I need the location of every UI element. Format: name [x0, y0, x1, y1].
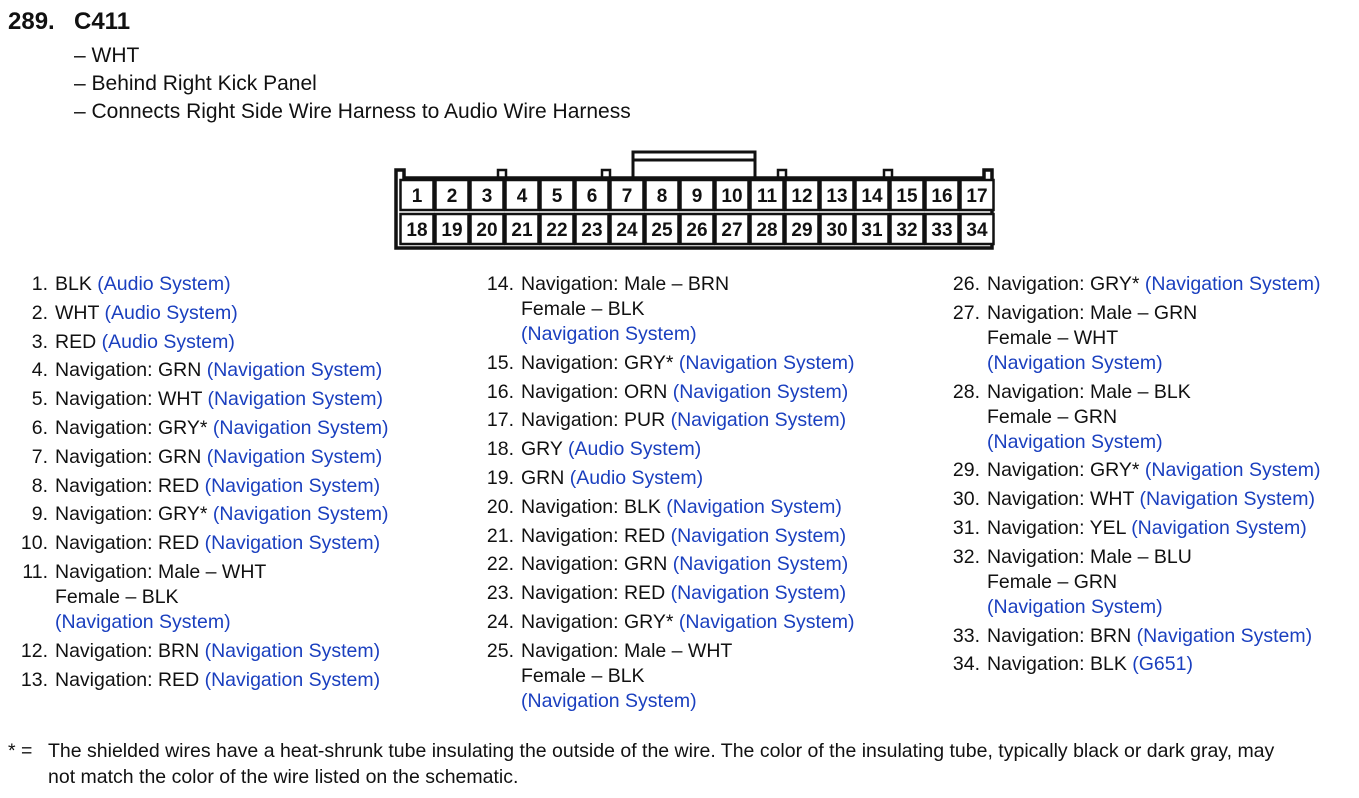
system-reference-link[interactable]: (Navigation System) [678, 610, 855, 633]
pin-label-4: 4 [516, 186, 528, 207]
system-reference-link[interactable]: (Audio System) [101, 330, 235, 353]
pin-entry [8, 416, 388, 441]
pin-number: 29. [952, 459, 980, 482]
pin-entry [474, 610, 854, 635]
connector-diagram [394, 148, 996, 252]
pin-description [987, 516, 1307, 541]
pin-description [55, 272, 231, 297]
pin-number: 24. [486, 610, 514, 633]
connector-location: – Behind Right Kick Panel [74, 72, 317, 95]
pin-number: 28. [952, 380, 980, 403]
system-reference-link[interactable]: (Navigation System) [1144, 273, 1321, 295]
pin-description [987, 624, 1312, 649]
pin-number: 17. [486, 409, 514, 432]
wire-color-text: Navigation: GRY* [987, 273, 1140, 295]
pin-label-26: 26 [686, 220, 708, 241]
system-reference-link[interactable]: (Navigation System) [204, 668, 381, 691]
connector-id: C411 [74, 8, 131, 35]
pin-number: 12. [20, 639, 48, 662]
wire-color-text: Navigation: RED [521, 524, 666, 547]
system-reference-link[interactable]: (Navigation System) [1131, 516, 1307, 539]
pin-number: 11. [22, 560, 48, 583]
pin-entry [474, 466, 854, 491]
pin-number: 16. [486, 380, 514, 403]
pin-label-19: 19 [441, 220, 463, 241]
pin-label-15: 15 [896, 186, 918, 207]
pin-label-12: 12 [791, 186, 813, 207]
system-reference-link[interactable]: (Navigation System) [1136, 624, 1313, 647]
pin-description [987, 545, 1192, 620]
system-reference-link[interactable]: (Navigation System) [1139, 488, 1316, 511]
pin-label-33: 33 [931, 220, 953, 241]
pin-label-20: 20 [476, 220, 498, 241]
pin-description [521, 610, 854, 635]
pin-number: 5. [31, 388, 48, 411]
pin-number: 25. [486, 639, 514, 662]
pin-number: 31. [952, 516, 980, 539]
pin-label-28: 28 [756, 220, 778, 241]
pin-label-22: 22 [546, 220, 568, 241]
pin-description [521, 495, 842, 520]
pin-label-21: 21 [511, 220, 533, 241]
pin-label-9: 9 [691, 186, 703, 207]
pin-grid [401, 180, 994, 244]
pin-entry [940, 301, 1320, 376]
pin-entry [8, 502, 388, 527]
pin-description [521, 639, 732, 714]
pin-entry [474, 495, 854, 520]
wire-color-text: Female – BLK [521, 664, 645, 687]
wire-color-text: Navigation: RED [55, 474, 200, 497]
pin-entry [474, 581, 854, 606]
pin-entry [8, 560, 388, 635]
pin-label-18: 18 [406, 220, 428, 241]
pin-number: 14. [486, 273, 514, 295]
footnote-line-1: The shielded wires have a heat-shrunk tube insulating the outside of the wire. The color of the insulating tube, typically black or dark gray, may [48, 740, 1275, 762]
pin-description [987, 652, 1193, 677]
pin-description [521, 437, 701, 462]
system-reference-link[interactable]: (Navigation System) [670, 524, 847, 547]
wire-color-text: GRY [521, 438, 563, 461]
pin-number: 19. [486, 466, 514, 489]
pin-description [55, 416, 388, 441]
pin-description [55, 387, 383, 412]
pin-description [987, 272, 1320, 297]
pin-label-29: 29 [791, 220, 813, 241]
connector-color: – WHT [74, 44, 140, 67]
pin-number: 20. [486, 495, 514, 518]
pin-label-31: 31 [861, 220, 883, 241]
system-reference-link[interactable]: (Navigation System) [206, 445, 383, 468]
pin-number: 34. [952, 653, 980, 676]
system-reference-link[interactable]: (Navigation System) [207, 388, 384, 411]
system-reference-link[interactable]: (Navigation System) [987, 595, 1163, 618]
pin-entry [8, 387, 388, 412]
pin-entry [474, 639, 854, 714]
pin-label-34: 34 [966, 220, 988, 241]
wire-color-text: Navigation: PUR [521, 409, 666, 432]
pin-number: 26. [952, 273, 980, 295]
pin-list-column-1 [8, 272, 388, 696]
pin-label-2: 2 [446, 186, 458, 207]
wire-color-text: Navigation: Male – BLK [987, 380, 1191, 403]
pin-description [521, 380, 848, 405]
system-reference-link[interactable]: (Navigation System) [55, 610, 231, 633]
pin-description [521, 466, 703, 491]
pin-description [987, 487, 1315, 512]
pin-description [55, 358, 382, 383]
pin-entry [8, 445, 388, 470]
pin-entry [940, 652, 1320, 677]
pin-entry [940, 516, 1320, 541]
connector-details [74, 42, 631, 126]
wire-color-text: Navigation: Male – BLU [987, 545, 1192, 568]
wire-color-text: Navigation: Male – GRN [987, 301, 1198, 324]
system-reference-link[interactable]: (Navigation System) [672, 380, 849, 403]
system-reference-link[interactable]: (Navigation System) [204, 532, 381, 555]
wire-color-text: Navigation: GRN [55, 445, 202, 468]
pin-entry [940, 487, 1320, 512]
wire-color-text: Navigation: RED [521, 582, 666, 605]
pin-label-1: 1 [411, 186, 423, 207]
pin-entry [8, 474, 388, 499]
pin-label-32: 32 [896, 220, 918, 241]
system-reference-link[interactable]: (Navigation System) [672, 553, 849, 576]
pin-description [987, 458, 1320, 483]
pin-entry [474, 552, 854, 577]
pin-description [55, 639, 380, 664]
pin-number: 10. [20, 532, 48, 555]
pin-description [521, 552, 848, 577]
pin-description [521, 272, 729, 347]
pin-description [521, 581, 846, 606]
pin-entry [8, 272, 388, 297]
pin-list-column-2 [474, 272, 854, 718]
wire-color-text: GRN [521, 466, 565, 489]
pin-description [55, 330, 235, 355]
pin-entry [8, 358, 388, 383]
system-reference-link[interactable]: (Navigation System) [670, 582, 847, 605]
system-reference-link[interactable]: (Navigation System) [678, 351, 855, 374]
pin-description [55, 445, 382, 470]
pin-entry [474, 524, 854, 549]
system-reference-link[interactable]: (Audio System) [569, 466, 704, 489]
heading-number: 289. [8, 8, 55, 35]
pin-number: 4. [31, 359, 48, 382]
wire-color-text: Navigation: YEL [987, 516, 1126, 539]
pin-description [55, 474, 380, 499]
pin-entry [940, 458, 1320, 483]
wire-color-text: Navigation: GRN [55, 359, 202, 382]
pin-entry [940, 272, 1320, 297]
system-reference-link[interactable]: (Navigation System) [1144, 459, 1321, 482]
wire-color-text: Navigation: ORN [521, 380, 668, 403]
pin-label-7: 7 [621, 186, 633, 207]
system-reference-link[interactable]: (Navigation System) [670, 409, 847, 432]
wire-color-text: Female – GRN [987, 405, 1118, 428]
pin-description [521, 408, 846, 433]
pin-number: 1. [31, 273, 48, 295]
system-reference-link[interactable]: (Navigation System) [206, 359, 383, 382]
pin-label-24: 24 [616, 220, 638, 241]
pin-entry [8, 668, 388, 693]
pin-description [55, 502, 388, 527]
pin-entry [8, 639, 388, 664]
pin-description [987, 380, 1191, 455]
footnote-line-2: not match the color of the wire listed on the schematic. [48, 766, 519, 788]
system-reference-link[interactable]: (Navigation System) [666, 495, 842, 518]
wire-color-text: Female – BLK [55, 585, 179, 608]
pin-label-3: 3 [481, 186, 493, 207]
system-reference-link[interactable]: (Audio System) [104, 301, 238, 324]
pin-number: 22. [486, 553, 514, 576]
pin-list-column-3 [940, 272, 1320, 681]
pin-number: 3. [31, 330, 48, 353]
wire-color-text: Female – BLK [521, 298, 645, 320]
pin-number: 23. [486, 582, 514, 605]
pin-number: 32. [952, 545, 980, 568]
system-reference-link[interactable]: (Audio System) [97, 273, 231, 295]
pin-description [521, 351, 854, 376]
system-reference-link[interactable]: (G651) [1132, 653, 1193, 676]
system-reference-link[interactable]: (Navigation System) [521, 689, 697, 712]
pin-number: 8. [31, 474, 48, 497]
pin-label-5: 5 [551, 186, 563, 207]
wire-color-text: Navigation: RED [55, 668, 200, 691]
pin-description [55, 531, 380, 556]
pin-number: 13. [20, 668, 48, 691]
system-reference-link[interactable]: (Navigation System) [204, 474, 381, 497]
wire-color-text: Navigation: GRY* [521, 610, 674, 633]
wire-color-text: Navigation: Male – WHT [55, 560, 267, 583]
wire-color-text: Navigation: WHT [55, 388, 203, 411]
wire-color-text: Navigation: GRY* [521, 351, 674, 374]
pin-entry [474, 437, 854, 462]
pin-description [55, 301, 238, 326]
pin-number: 27. [952, 301, 980, 324]
pin-entry [474, 272, 854, 347]
pin-entry [940, 380, 1320, 455]
pin-number: 21. [486, 524, 514, 547]
wire-color-text: WHT [55, 301, 100, 324]
pin-entry [940, 624, 1320, 649]
pin-description [55, 668, 380, 693]
pin-label-6: 6 [586, 186, 598, 207]
pin-label-17: 17 [966, 186, 988, 207]
system-reference-link[interactable]: (Navigation System) [521, 323, 697, 345]
pin-number: 6. [31, 416, 48, 439]
pin-label-27: 27 [721, 220, 743, 241]
pin-entry [940, 545, 1320, 620]
pin-entry [474, 380, 854, 405]
pin-label-8: 8 [656, 186, 668, 207]
connector-heading [8, 8, 130, 36]
system-reference-link[interactable]: (Audio System) [567, 438, 702, 461]
pin-entry [8, 330, 388, 355]
pin-number: 9. [31, 503, 48, 526]
pin-number: 18. [486, 438, 514, 461]
pin-label-23: 23 [581, 220, 603, 241]
pin-number: 30. [952, 488, 980, 511]
wire-color-text: Navigation: BRN [55, 639, 200, 662]
system-reference-link[interactable]: (Navigation System) [212, 503, 389, 526]
pin-entry [474, 351, 854, 376]
pin-label-10: 10 [721, 186, 743, 207]
pin-entry [8, 531, 388, 556]
wire-color-text: Female – GRN [987, 570, 1118, 593]
wire-color-text: Navigation: BLK [521, 495, 661, 518]
footnote [8, 738, 1353, 790]
wire-color-text: BLK [55, 273, 92, 295]
pin-label-13: 13 [826, 186, 848, 207]
wire-color-text: Navigation: GRY* [987, 459, 1140, 482]
pin-description [521, 524, 846, 549]
pin-label-11: 11 [756, 186, 778, 207]
system-reference-link[interactable]: (Navigation System) [204, 639, 381, 662]
system-reference-link[interactable]: (Navigation System) [212, 416, 389, 439]
pin-number: 2. [31, 301, 48, 324]
pin-number: 33. [952, 624, 980, 647]
footnote-marker: * = [8, 740, 33, 762]
system-reference-link[interactable]: (Navigation System) [987, 351, 1163, 374]
pin-number: 7. [31, 445, 48, 468]
wire-color-text: Female – WHT [987, 326, 1119, 349]
wire-color-text: Navigation: GRY* [55, 416, 208, 439]
wire-color-text: RED [55, 330, 97, 353]
wire-color-text: Navigation: RED [55, 532, 200, 555]
pin-label-30: 30 [826, 220, 848, 241]
wire-color-text: Navigation: GRN [521, 553, 668, 576]
pin-label-16: 16 [931, 186, 953, 207]
pin-number: 15. [486, 351, 514, 374]
wire-color-text: Navigation: GRY* [55, 503, 208, 526]
wire-color-text: Navigation: Male – WHT [521, 639, 733, 662]
wire-color-text: Navigation: BLK [987, 653, 1127, 676]
connector-description: – Connects Right Side Wire Harness to Audio Wire Harness [74, 100, 631, 123]
pin-entry [474, 408, 854, 433]
wire-color-text: Navigation: BRN [987, 624, 1132, 647]
wire-color-text: Navigation: WHT [987, 488, 1135, 511]
pin-label-14: 14 [861, 186, 883, 207]
pin-label-25: 25 [651, 220, 673, 241]
system-reference-link[interactable]: (Navigation System) [987, 430, 1163, 453]
pin-description [55, 560, 266, 635]
pin-description [987, 301, 1197, 376]
pin-entry [8, 301, 388, 326]
wire-color-text: Navigation: Male – BRN [521, 273, 730, 295]
